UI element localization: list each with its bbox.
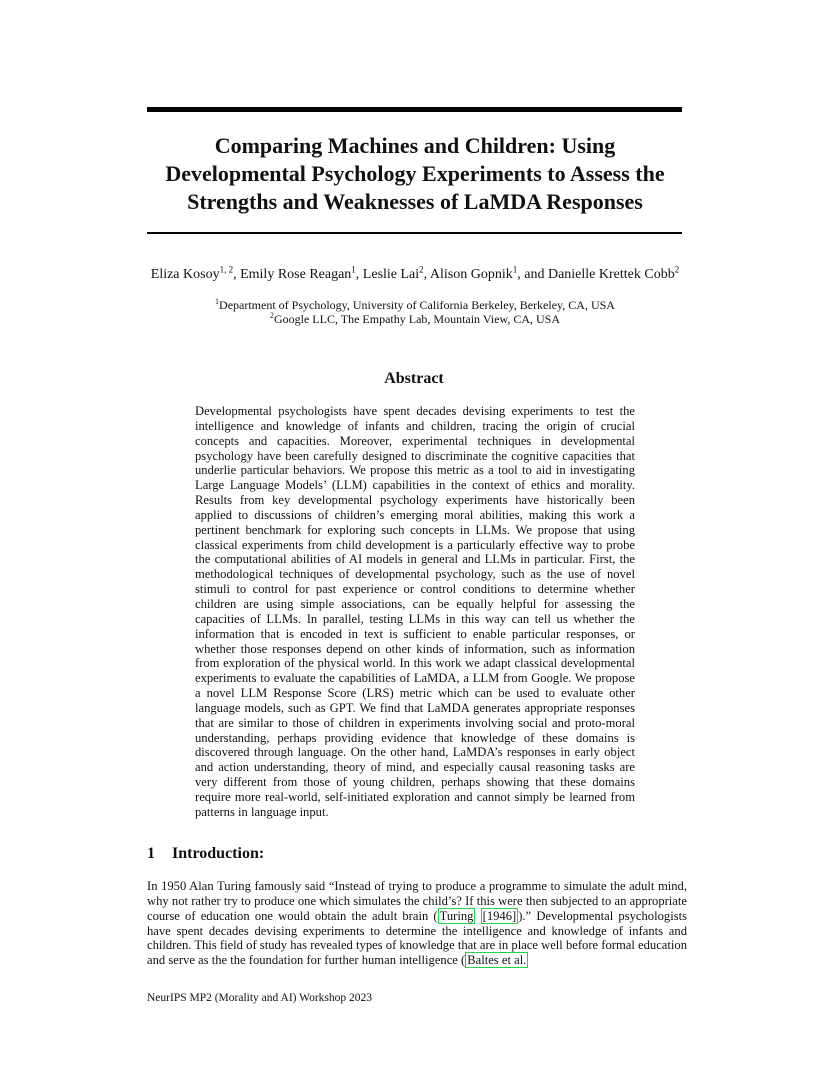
author-affiliation-mark: 1, 2 (219, 264, 234, 275)
author-separator: , (423, 267, 430, 282)
section-title: Introduction: (172, 845, 265, 862)
title-top-rule (147, 107, 682, 112)
author-name: Emily Rose Reagan (240, 267, 352, 282)
affiliation-mark: 2 (269, 311, 274, 320)
author-affiliation-mark: 1 (512, 264, 518, 275)
introduction-text (147, 879, 687, 968)
paper-title (110, 132, 720, 216)
affiliation-text: Department of Psychology, University of California Berkeley, Berkeley, CA, USA (219, 298, 615, 312)
citation-link-turing-year[interactable]: [1946] (482, 908, 517, 923)
author-affiliation-mark: 2 (674, 264, 680, 275)
author-affiliation-mark: 2 (419, 264, 424, 275)
section-heading (147, 844, 264, 864)
title-line: Strengths and Weaknesses of LaMDA Responses (187, 189, 643, 214)
page-footer: NeurIPS MP2 (Morality and AI) Workshop 2023 (147, 992, 373, 1004)
affiliation-mark: 1 (215, 297, 220, 306)
author-name: Eliza Kosoy (150, 267, 220, 282)
author-separator: , (233, 267, 241, 282)
title-line: Developmental Psychology Experiments to Assess the (165, 161, 665, 186)
author-list (60, 266, 770, 284)
affiliation-text: Google LLC, The Empathy Lab, Mountain View, CA, USA (273, 312, 561, 326)
intro-text-part: In 1950 Alan Turing famously said “Instead of trying to produce a programme to simulate the adult mind, why not rather try to produce one which simulates the child’s? If this were then subjected to an appropriate course of education one would obtain the adult brain ( (147, 879, 687, 923)
abstract-text: Developmental psychologists have spent decades devising experiments to test the intelligence and knowledge of infants and children, tracing the origin of crucial concepts and capacities. Moreover, experimental techniques in developmental psychology have been carefully designed to discriminate the cognitive capacities that underlie particular behaviors. We propose this metric as a tool to aid in investigating Large Language Models’ (LLM) capabilities in the context of ethics and morality. Results from key developmental psychology experiments have historically been applied to discussions of children’s emerging moral abilities, making this work a pertinent benchmark for exploring such concepts in LLMs. We propose that using classical experiments from child development is a particularly effective way to probe the computational abilities of AI models in general and LLMs in particular. First, the methodological techniques of developmental psychology, such as the use of novel stimuli to control for past experience or control conditions to determine whether children are using simple associations, can be equally helpful for assessing the capacities of LLMs. In parallel, testing LLMs in this way can tell us whether the information that is encoded in text is sufficient to enable particular responses, or whether those responses depend on other kinds of information, such as information from exploration of the physical world. In this work we adapt classical developmental experiments to evaluate the capabilities of LaMDA, a LLM from Google. We propose a novel LLM Response Score (LRS) metric which can be used to evaluate other language models, such as GPT. We find that LaMDA generates appropriate responses that are similar to those of children in experiments involving social and proto-moral understanding, perhaps providing evidence that knowledge of these domains is discovered through language. On the other hand, LaMDA’s responses in early object and action understanding, theory of mind, and especially causal reasoning tasks are very different from those of young children, perhaps showing that these domains require more real-world, self-initiated exploration and cannot simply be learned from patterns in language input. (195, 404, 635, 819)
affiliation (100, 298, 730, 312)
title-line: Comparing Machines and Children: Using (214, 133, 616, 158)
author-name: Danielle Krettek Cobb (547, 267, 675, 282)
abstract-heading: Abstract (384, 370, 444, 387)
affiliation-list (100, 298, 730, 326)
author-affiliation-mark: 1 (351, 264, 356, 275)
author-name: Alison Gopnik (429, 267, 513, 282)
section-number: 1 (147, 845, 155, 862)
author-separator: , (355, 267, 363, 282)
intro-text-part: ).” Developmental psychologists have spent decades devising experiments to determine the intelligence and knowledge of infants and children. This field of study has revealed types of knowledge that are in place well before formal education and serve as the the foundation for further human intelligence ( (147, 908, 687, 968)
title-bottom-rule (147, 232, 682, 234)
author-name: Leslie Lai (362, 267, 420, 282)
citation-link-turing[interactable]: Turing (439, 908, 474, 923)
citation-link-baltes[interactable]: Baltes et al. (467, 953, 527, 968)
affiliation (100, 312, 730, 326)
author-separator: , and (517, 267, 548, 282)
